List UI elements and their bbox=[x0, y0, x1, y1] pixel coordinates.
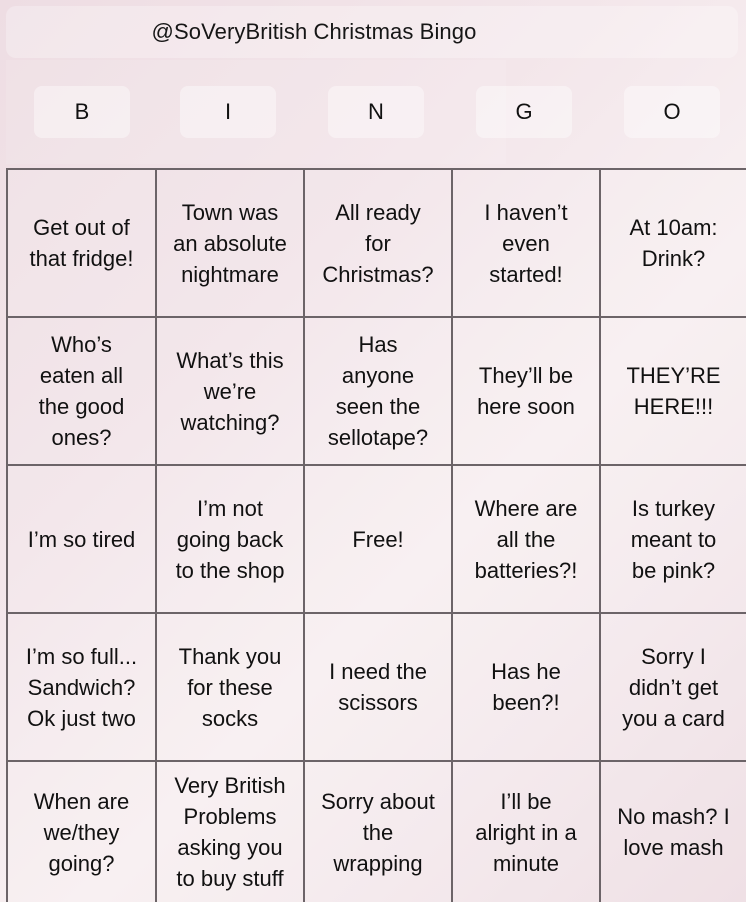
bingo-cell[interactable]: When are we/they going? bbox=[8, 762, 157, 902]
bingo-cell[interactable]: Sorry I didn’t get you a card bbox=[601, 614, 746, 762]
bingo-cell[interactable]: Get out of that fridge! bbox=[8, 170, 157, 318]
letter-b: B bbox=[34, 86, 130, 138]
bingo-cell[interactable]: No mash? I love mash bbox=[601, 762, 746, 902]
bingo-cell[interactable]: All ready for Christmas? bbox=[305, 170, 453, 318]
bingo-cell[interactable]: Where are all the batteries?! bbox=[453, 466, 601, 614]
bingo-cell[interactable]: I need the scissors bbox=[305, 614, 453, 762]
letter-i: I bbox=[180, 86, 276, 138]
bingo-cell[interactable]: Is turkey meant to be pink? bbox=[601, 466, 746, 614]
bingo-cell[interactable]: Who’s eaten all the good ones? bbox=[8, 318, 157, 466]
page-title: @SoVeryBritish Christmas Bingo bbox=[151, 19, 477, 44]
bingo-cell[interactable]: I’ll be alright in a minute bbox=[453, 762, 601, 902]
bingo-cell[interactable]: I’m so tired bbox=[8, 466, 157, 614]
bingo-cell[interactable]: I’m so full... Sandwich? Ok just two bbox=[8, 614, 157, 762]
letter-n: N bbox=[328, 86, 424, 138]
title-bar bbox=[6, 6, 738, 58]
letter-o: O bbox=[624, 86, 720, 138]
bingo-cell[interactable]: I haven’t even started! bbox=[453, 170, 601, 318]
bingo-cell[interactable]: Has he been?! bbox=[453, 614, 601, 762]
bingo-cell[interactable]: Has anyone seen the sellotape? bbox=[305, 318, 453, 466]
bingo-cell[interactable]: Town was an absolute nightmare bbox=[157, 170, 305, 318]
bingo-cell-free[interactable]: Free! bbox=[305, 466, 453, 614]
bingo-cell[interactable]: They’ll be here soon bbox=[453, 318, 601, 466]
bingo-grid bbox=[6, 168, 746, 902]
letter-g: G bbox=[476, 86, 572, 138]
bingo-cell[interactable]: THEY’RE HERE!!! bbox=[601, 318, 746, 466]
bingo-cell[interactable]: Very British Problems asking you to buy stuff bbox=[157, 762, 305, 902]
bingo-cell[interactable]: At 10am: Drink? bbox=[601, 170, 746, 318]
bingo-cell[interactable]: I’m not going back to the shop bbox=[157, 466, 305, 614]
bingo-cell[interactable]: What’s this we’re watching? bbox=[157, 318, 305, 466]
bingo-cell[interactable]: Thank you for these socks bbox=[157, 614, 305, 762]
bingo-cell[interactable]: Sorry about the wrapping bbox=[305, 762, 453, 902]
